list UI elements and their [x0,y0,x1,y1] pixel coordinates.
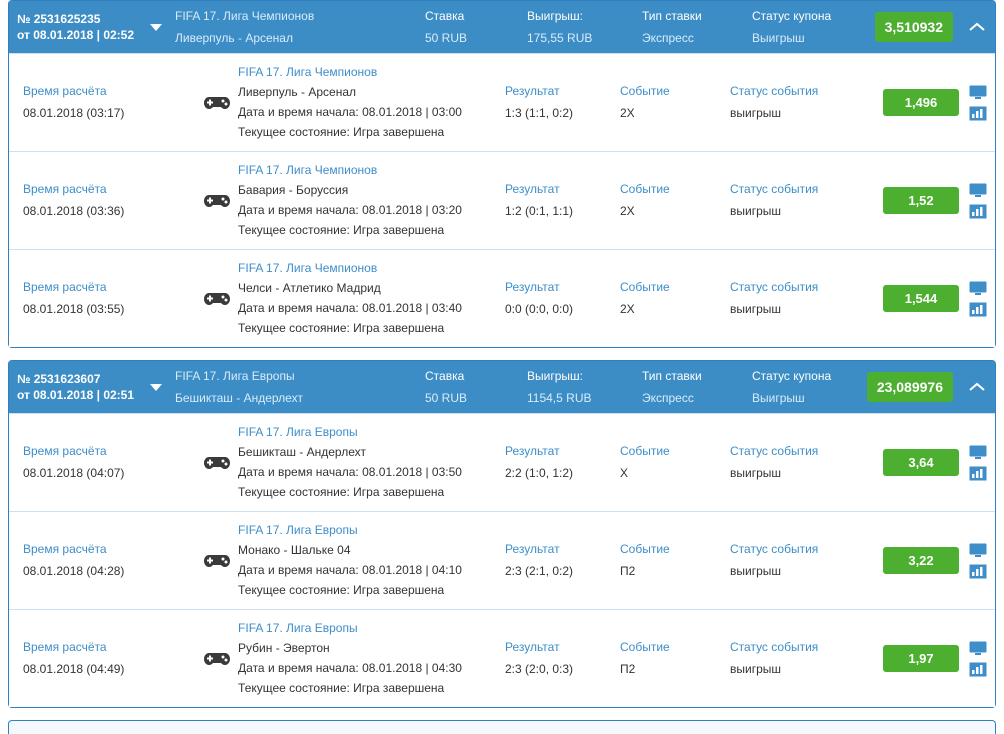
coupon-header[interactable] [9,361,995,413]
result-label: Результат [505,444,560,458]
calc-time-value: 08.01.2018 (03:36) [23,204,125,218]
calc-time-label: Время расчёта [23,640,107,654]
event-value: X [620,466,629,480]
table-row [9,413,995,511]
event-label: Событие [620,542,670,556]
monitor-icon[interactable] [969,183,987,198]
coupon-type-block [634,1,744,53]
result-value: 1:2 (0:1, 1:1) [505,204,574,218]
event-label: Событие [620,280,670,294]
bet-time-block [9,512,167,609]
match-text-lines [238,620,462,697]
coupon-win-block [519,1,634,53]
statistics-icon[interactable] [969,466,987,481]
bet-teams: Рубин - Эвертон [238,641,330,655]
bet-coefficient-area [850,414,995,511]
coupon-date: от 08.01.2018 | 02:51 [17,388,135,402]
event-value: П2 [620,564,636,578]
event-status-label: Статус события [730,182,819,196]
result-label: Результат [505,182,560,196]
bet-league: FIFA 17. Лига Европы [238,621,358,635]
result-value: 1:3 (1:1, 0:2) [505,106,574,120]
coupon-id-block [9,1,145,53]
coupon-league-block [167,361,417,413]
type-label: Тип ставки [642,369,702,383]
calc-time-label: Время расчёта [23,444,107,458]
coupon-stake-block [417,361,519,413]
event-value: 2X [620,106,635,120]
monitor-icon[interactable] [969,543,987,558]
event-status-label: Статус события [730,444,819,458]
bet-result-block [497,54,612,151]
bet-teams: Бавария - Боруссия [238,183,349,197]
statistics-icon[interactable] [969,302,987,317]
statistics-icon[interactable] [969,662,987,677]
event-label: Событие [620,444,670,458]
coupon-date: от 08.01.2018 | 02:52 [17,28,135,42]
bet-league: FIFA 17. Лига Чемпионов [238,163,378,177]
statistics-icon[interactable] [969,204,987,219]
calc-time-value: 08.01.2018 (04:07) [23,466,125,480]
bet-coefficient-badge: 1,52 [883,187,959,214]
bet-league: FIFA 17. Лига Чемпионов [238,65,378,79]
table-row [9,511,995,609]
bet-start-datetime: Дата и время начала: 08.01.2018 | 03:20 [238,203,462,217]
bet-event-block [612,250,722,347]
match-text-lines [238,64,462,141]
event-status-label: Статус события [730,542,819,556]
coupon-status-block [744,1,859,53]
bet-actions [969,183,987,219]
stake-value: 50 RUB [425,391,468,405]
bet-teams: Монако - Шальке 04 [238,543,351,557]
bet-coefficient-badge: 1,496 [883,89,959,116]
monitor-icon[interactable] [969,445,987,460]
bet-coefficient-area [850,152,995,249]
result-value: 2:3 (2:0, 0:3) [505,662,574,676]
bet-league: FIFA 17. Лига Европы [238,425,358,439]
bet-current-state: Текущее состояние: Игра завершена [238,485,445,499]
event-value: 2X [620,204,635,218]
bet-teams: Бешикташ - Андерлехт [238,445,366,459]
bet-event-block [612,610,722,707]
result-label: Результат [505,640,560,654]
calc-time-value: 08.01.2018 (03:55) [23,302,125,316]
bet-coefficient-badge: 1,544 [883,285,959,312]
coupon-card [8,360,996,708]
monitor-icon[interactable] [969,641,987,656]
table-row [9,151,995,249]
coupon-stake-block [417,1,519,53]
expand-triangle-icon[interactable] [145,1,167,53]
bet-result-block [497,512,612,609]
win-label: Выигрыш: [527,9,583,23]
bet-start-datetime: Дата и время начала: 08.01.2018 | 04:30 [238,661,462,675]
bet-coefficient-area [850,250,995,347]
bet-league: FIFA 17. Лига Чемпионов [238,261,378,275]
bet-time-block [9,250,167,347]
bet-actions [969,641,987,677]
coupon-id: № 2531625235 [17,12,101,26]
bet-teams: Челси - Атлетико Мадрид [238,281,381,295]
gamepad-icon [202,90,232,116]
bet-status-block [722,414,850,511]
coupon-coefficient-area [859,1,959,53]
type-value: Экспресс [642,31,694,45]
table-row [9,249,995,347]
bet-status-block [722,54,850,151]
match-text-lines [238,162,462,239]
calc-time-label: Время расчёта [23,84,107,98]
bet-time-block [9,152,167,249]
type-value: Экспресс [642,391,694,405]
bet-status-block [722,250,850,347]
statistics-icon[interactable] [969,564,987,579]
status-value: Выигрыш [752,391,805,405]
result-label: Результат [505,84,560,98]
event-label: Событие [620,182,670,196]
bet-actions [969,281,987,317]
bet-time-block [9,610,167,707]
stake-label: Ставка [425,9,465,23]
event-label: Событие [620,640,670,654]
bet-actions [969,543,987,579]
bet-match-block [167,512,497,609]
bet-time-block [9,54,167,151]
bet-current-state: Текущее состояние: Игра завершена [238,321,445,335]
coupon-coefficient-badge: 3,510932 [875,12,953,42]
stake-value: 50 RUB [425,31,468,45]
calc-time-label: Время расчёта [23,182,107,196]
bet-result-block [497,250,612,347]
coupon-win-block [519,361,634,413]
expand-triangle-icon[interactable] [145,361,167,413]
next-coupon-partial [8,720,996,734]
result-value: 0:0 (0:0, 0:0) [505,302,574,316]
bet-start-datetime: Дата и время начала: 08.01.2018 | 04:10 [238,563,462,577]
collapse-chevron-up-icon[interactable] [959,1,995,53]
coupon-card [8,0,996,348]
table-row [9,53,995,151]
event-status-label: Статус события [730,640,819,654]
coupon-type-block [634,361,744,413]
coupon-coefficient-badge: 23,089976 [867,372,953,402]
calc-time-value: 08.01.2018 (03:17) [23,106,125,120]
event-status-value: выигрыш [730,564,782,578]
gamepad-icon [202,286,232,312]
bet-coefficient-badge: 1,97 [883,645,959,672]
bet-event-block [612,512,722,609]
bet-current-state: Текущее состояние: Игра завершена [238,125,445,139]
bet-coefficient-area [850,512,995,609]
bet-current-state: Текущее состояние: Игра завершена [238,681,445,695]
bet-actions [969,85,987,121]
win-value: 1154,5 RUB [527,391,592,405]
status-label: Статус купона [752,9,832,23]
bet-match-block [167,152,497,249]
result-label: Результат [505,542,560,556]
win-value: 175,55 RUB [527,31,593,45]
bet-status-block [722,152,850,249]
win-label: Выигрыш: [527,369,583,383]
event-label: Событие [620,84,670,98]
bet-result-block [497,414,612,511]
bet-coefficient-badge: 3,22 [883,547,959,574]
coupon-league: FIFA 17. Лига Европы [175,369,295,383]
bet-match-block [167,250,497,347]
result-value: 2:3 (2:1, 0:2) [505,564,574,578]
table-row [9,609,995,707]
bet-start-datetime: Дата и время начала: 08.01.2018 | 03:40 [238,301,462,315]
coupon-status-block [744,361,859,413]
bet-coefficient-badge: 3,64 [883,449,959,476]
gamepad-icon [202,646,232,672]
status-value: Выигрыш [752,31,805,45]
bet-result-block [497,152,612,249]
bet-event-block [612,152,722,249]
bet-event-block [612,54,722,151]
event-status-value: выигрыш [730,204,782,218]
bet-current-state: Текущее состояние: Игра завершена [238,223,445,237]
coupon-id-block [9,361,145,413]
event-status-value: выигрыш [730,302,782,316]
calc-time-label: Время расчёта [23,542,107,556]
coupon-header[interactable] [9,1,995,53]
coupon-id: № 2531623607 [17,372,101,386]
type-label: Тип ставки [642,9,702,23]
bet-match-block [167,54,497,151]
bet-teams: Ливерпуль - Арсенал [238,85,357,99]
gamepad-icon [202,548,232,574]
bet-start-datetime: Дата и время начала: 08.01.2018 | 03:50 [238,465,462,479]
coupon-match: Ливерпуль - Арсенал [175,31,293,45]
event-status-label: Статус события [730,280,819,294]
match-text-lines [238,522,462,599]
stake-label: Ставка [425,369,465,383]
coupon-league-block [167,1,417,53]
match-text-lines [238,260,462,337]
status-label: Статус купона [752,369,832,383]
event-status-value: выигрыш [730,466,782,480]
calc-time-value: 08.01.2018 (04:28) [23,564,125,578]
bet-coefficient-area [850,54,995,151]
monitor-icon[interactable] [969,85,987,100]
bet-start-datetime: Дата и время начала: 08.01.2018 | 03:00 [238,105,462,119]
calc-time-value: 08.01.2018 (04:49) [23,662,125,676]
bet-time-block [9,414,167,511]
coupon-league: FIFA 17. Лига Чемпионов [175,9,315,23]
statistics-icon[interactable] [969,106,987,121]
bet-match-block [167,610,497,707]
coupon-coefficient-area [859,361,959,413]
bet-status-block [722,610,850,707]
bet-current-state: Текущее состояние: Игра завершена [238,583,445,597]
event-value: П2 [620,662,636,676]
bet-event-block [612,414,722,511]
coupon-match: Бешикташ - Андерлехт [175,391,303,405]
event-status-value: выигрыш [730,662,782,676]
event-status-value: выигрыш [730,106,782,120]
event-status-label: Статус события [730,84,819,98]
calc-time-label: Время расчёта [23,280,107,294]
bet-actions [969,445,987,481]
event-value: 2X [620,302,635,316]
triangle-down-icon [150,24,162,31]
gamepad-icon [202,188,232,214]
bet-league: FIFA 17. Лига Европы [238,523,358,537]
gamepad-icon [202,450,232,476]
bet-coefficient-area [850,610,995,707]
result-value: 2:2 (1:0, 1:2) [505,466,574,480]
bet-status-block [722,512,850,609]
bet-match-block [167,414,497,511]
result-label: Результат [505,280,560,294]
match-text-lines [238,424,462,501]
triangle-down-icon [150,384,162,391]
monitor-icon[interactable] [969,281,987,296]
bet-result-block [497,610,612,707]
collapse-chevron-up-icon[interactable] [959,361,995,413]
